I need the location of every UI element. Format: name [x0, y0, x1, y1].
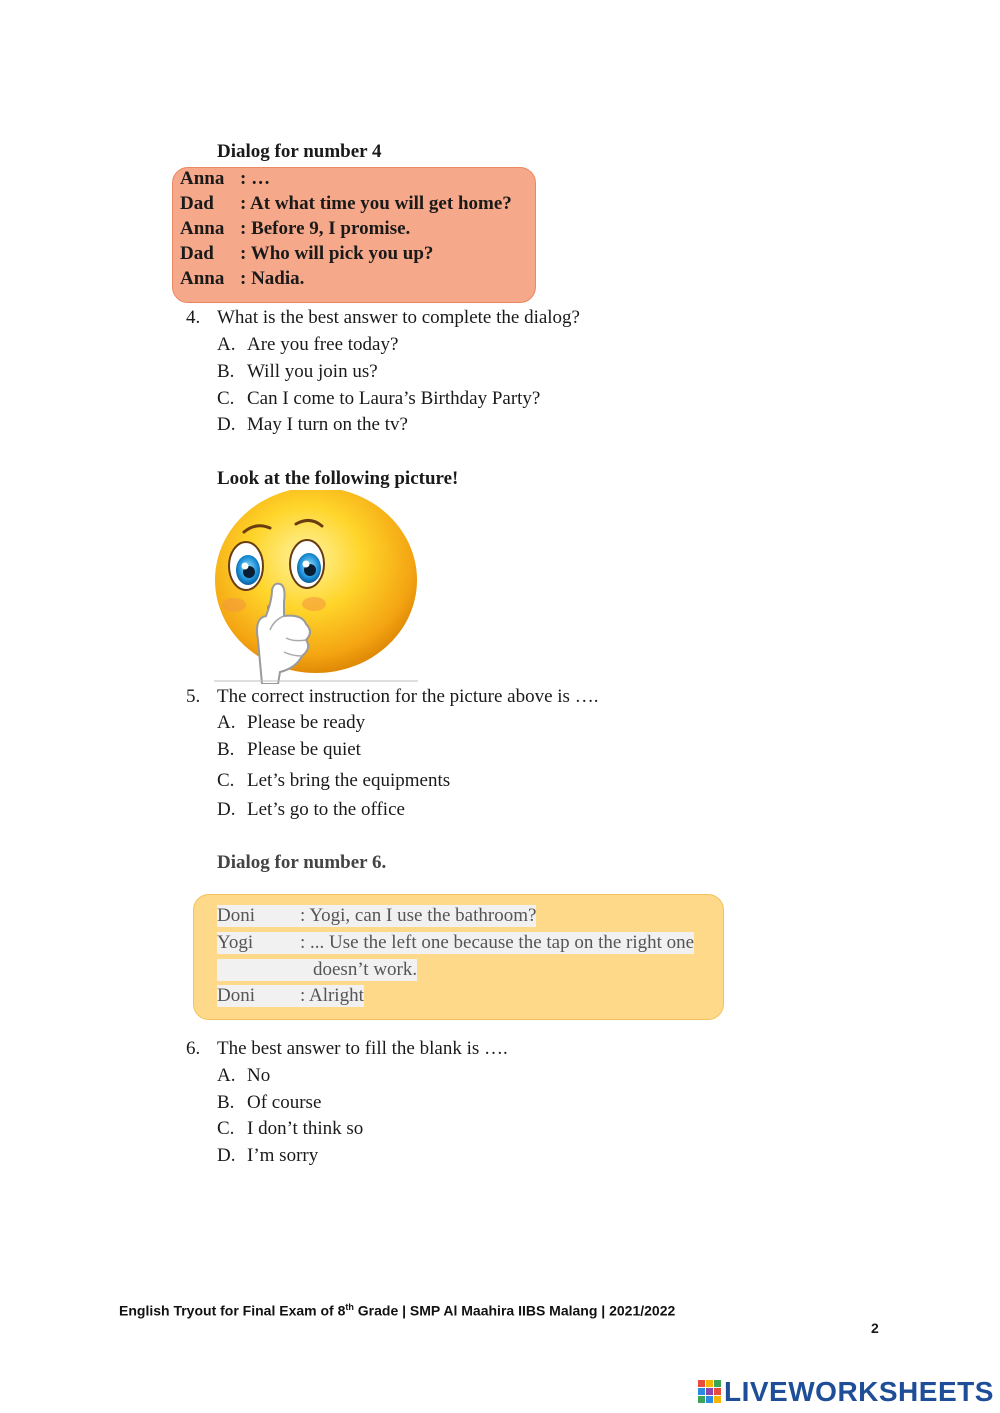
dialog4-heading: Dialog for number 4: [217, 141, 382, 162]
dialog6-line: Yogi : ... Use the left one because the tap on the right one: [217, 932, 695, 953]
q4-option-c[interactable]: C. Can I come to Laura’s Birthday Party?: [217, 388, 541, 409]
q4-option-a[interactable]: A. Are you free today?: [217, 334, 399, 355]
question-5: 5. The correct instruction for the picture above is ….: [186, 686, 599, 707]
q6-option-b[interactable]: B. Of course: [217, 1092, 322, 1113]
q6-option-a[interactable]: A. No: [217, 1065, 271, 1086]
dialog6-heading: Dialog for number 6.: [217, 852, 387, 873]
question-4: 4. What is the best answer to complete the dialog?: [186, 307, 580, 328]
dialog4-line: Anna : Before 9, I promise.: [180, 218, 411, 239]
shush-emoji-icon: [214, 490, 420, 684]
dialog6-line: Doni : Yogi, can I use the bathroom?: [217, 905, 537, 926]
q6-option-c[interactable]: C. I don’t think so: [217, 1118, 364, 1139]
liveworksheets-logo-icon: [698, 1380, 722, 1404]
dialog4-line: Anna : …: [180, 168, 271, 189]
dialog6-line: Doni : Alright: [217, 985, 364, 1006]
q6-option-d[interactable]: D. I’m sorry: [217, 1145, 319, 1166]
picture-heading: Look at the following picture!: [217, 468, 459, 489]
page-footer: English Tryout for Final Exam of 8th Grade | SMP Al Maahira IIBS Malang | 2021/2022: [119, 1302, 676, 1319]
question-6: 6. The best answer to fill the blank is ….: [186, 1038, 508, 1059]
dialog4-line: Anna : Nadia.: [180, 268, 305, 289]
q5-option-c[interactable]: C. Let’s bring the equipments: [217, 770, 451, 791]
brand-text: LIVEWORKSHEETS: [724, 1376, 994, 1407]
q4-option-b[interactable]: B. Will you join us?: [217, 361, 378, 382]
liveworksheets-brand[interactable]: [698, 1376, 994, 1408]
page-number: 2: [871, 1320, 879, 1336]
q4-option-d[interactable]: D. May I turn on the tv?: [217, 414, 408, 435]
dialog6-line: doesn’t work.: [217, 959, 417, 981]
q5-option-a[interactable]: A. Please be ready: [217, 712, 366, 733]
dialog4-line: Dad : Who will pick you up?: [180, 243, 434, 264]
q5-option-b[interactable]: B. Please be quiet: [217, 739, 361, 760]
q5-option-d[interactable]: D. Let’s go to the office: [217, 799, 405, 820]
dialog4-line: Dad : At what time you will get home?: [180, 193, 512, 214]
